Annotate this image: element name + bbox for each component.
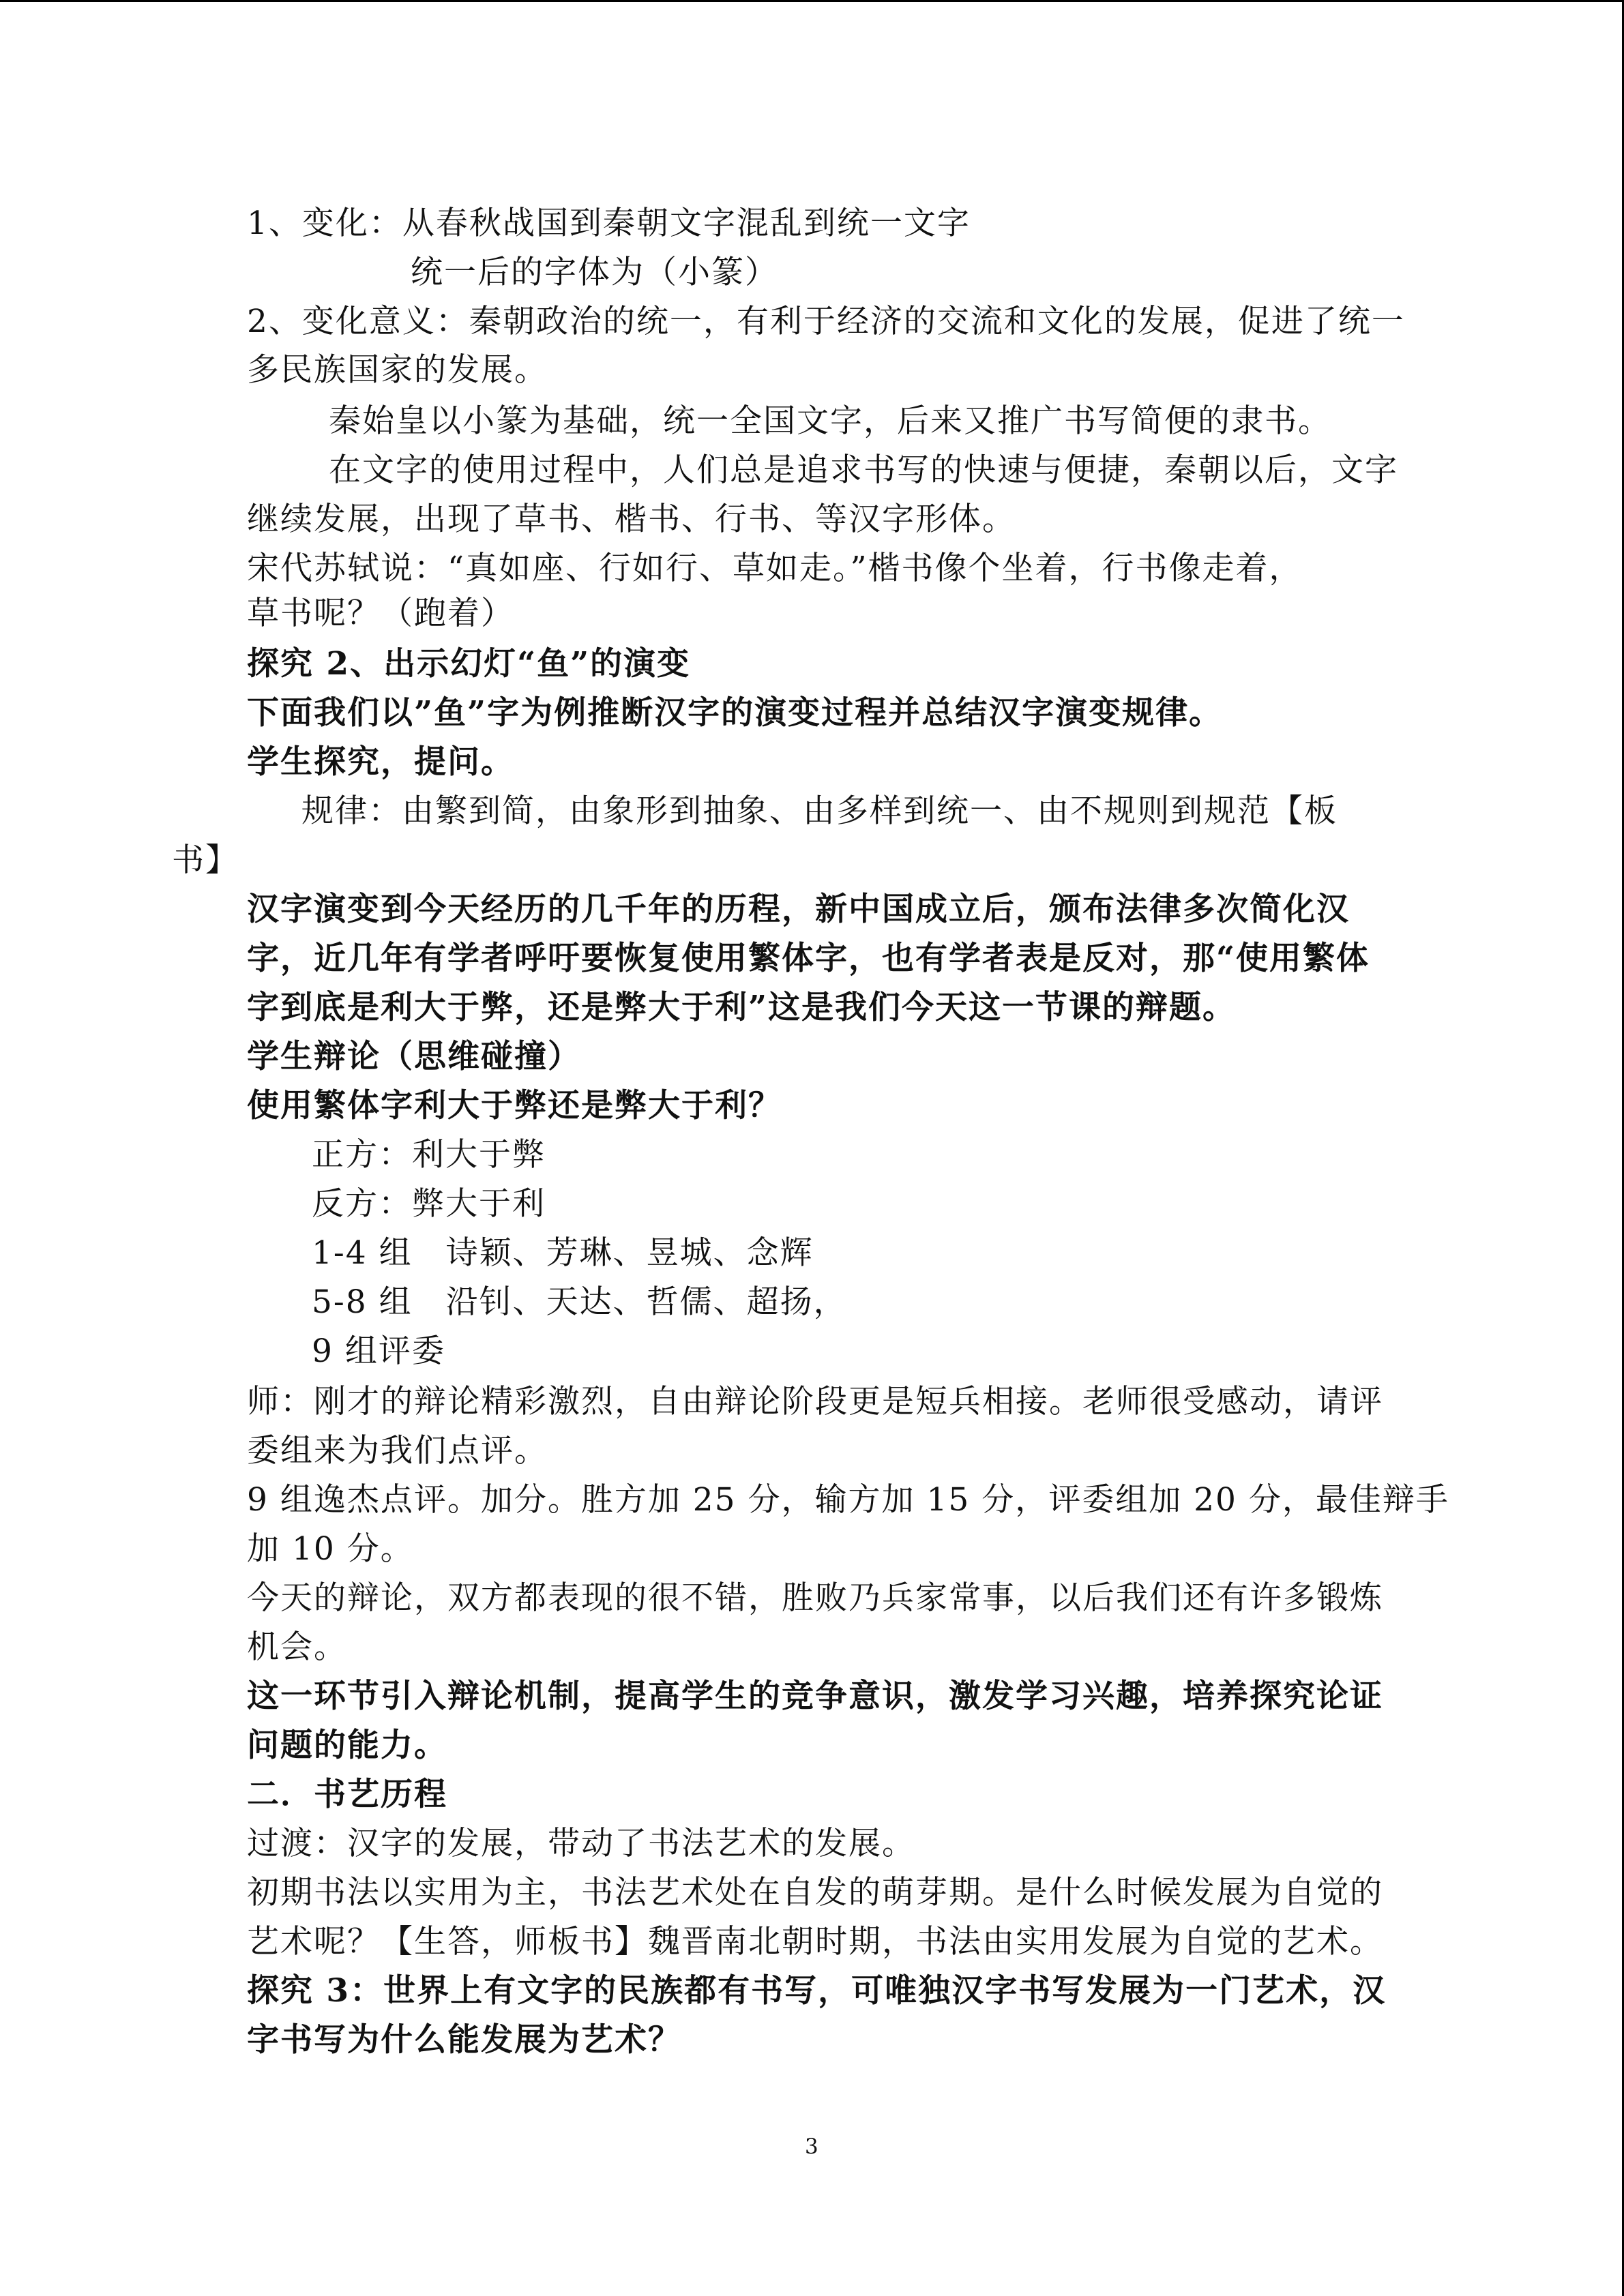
paragraph-line: 使用繁体字利大于弊还是弊大于利？ [247,1087,782,1124]
paragraph-line: 书】 [172,841,239,879]
page-top-border [0,0,1624,2]
section-heading: 二．书艺历程 [247,1776,447,1813]
paragraph-line: 1、变化：从春秋战国到秦朝文字混乱到统一文字 [247,205,971,242]
paragraph-line: 继续发展，出现了草书、楷书、行书、等汉字形体。 [247,501,1016,538]
paragraph-line: 在文字的使用过程中，人们总是追求书写的快速与便捷，秦朝以后，文字 [329,451,1398,489]
paragraph-line: 探究 3：世界上有文字的民族都有书写，可唯独汉字书写发展为一门艺术，汉 [247,1972,1387,2010]
paragraph-line: 字到底是利大于弊，还是弊大于利”这是我们今天这一节课的辩题。 [247,989,1237,1026]
paragraph-line: 9 组逸杰点评。加分。胜方加 25 分，输方加 15 分，评委组加 20 分，最佳辩手 [247,1481,1449,1519]
paragraph-line: 汉字演变到今天经历的几千年的历程，新中国成立后，颁布法律多次简化汉 [247,891,1350,928]
paragraph-line: 秦始皇以小篆为基础，统一全国文字，后来又推广书写简便的隶书。 [329,402,1331,440]
paragraph-line: 2、变化意义：秦朝政治的统一，有利于经济的交流和文化的发展，促进了统一 [247,303,1405,340]
paragraph-line: 草书呢？（跑着） [247,595,514,632]
paragraph-line: 统一后的字体为（小篆） [411,254,778,291]
paragraph-line: 今天的辩论，双方都表现的很不错，胜败乃兵家常事，以后我们还有许多锻炼 [247,1579,1383,1617]
paragraph-line: 问题的能力。 [247,1727,447,1764]
paragraph-line: 加 10 分。 [247,1530,414,1568]
paragraph-line: 学生探究，提问。 [247,743,514,781]
paragraph-line: 艺术呢？【生答，师板书】魏晋南北朝时期，书法由实用发展为自觉的艺术。 [247,1923,1383,1960]
list-item: 反方：弊大于利 [312,1185,546,1223]
list-item: 9 组评委 [312,1332,445,1370]
paragraph-line: 委组来为我们点评。 [247,1432,548,1470]
section-heading: 学生辩论（思维碰撞） [247,1038,581,1075]
paragraph-line: 这一环节引入辩论机制，提高学生的竞争意识，激发学习兴趣，培养探究论证 [247,1678,1383,1715]
paragraph-line: 初期书法以实用为主，书法艺术处在自发的萌芽期。是什么时候发展为自觉的 [247,1874,1383,1911]
paragraph-line: 机会。 [247,1628,347,1666]
paragraph-line: 师：刚才的辩论精彩激烈，自由辩论阶段更是短兵相接。老师很受感动，请评 [247,1383,1383,1420]
list-item: 5-8 组 沿钊、天达、哲儒、超扬， [312,1283,847,1321]
paragraph-line: 规律：由繁到简，由象形到抽象、由多样到统一、由不规则到规范【板 [301,792,1338,830]
list-item: 1-4 组 诗颖、芳琳、昱城、念辉 [312,1234,814,1272]
paragraph-line: 下面我们以”鱼”字为例推断汉字的演变过程并总结汉字演变规律。 [247,694,1223,732]
section-heading: 探究 2、出示幻灯“鱼”的演变 [247,645,691,683]
list-item: 正方：利大于弊 [312,1136,546,1174]
paragraph-line: 多民族国家的发展。 [247,351,548,389]
paragraph-line: 字书写为什么能发展为艺术？ [247,2021,681,2059]
page-number: 3 [805,2134,818,2159]
paragraph-line: 过渡：汉字的发展，带动了书法艺术的发展。 [247,1825,915,1862]
paragraph-line: 宋代苏轼说：“真如座、行如行、草如走。”楷书像个坐着，行书像走着， [247,550,1303,587]
paragraph-line: 字，近几年有学者呼吁要恢复使用繁体字，也有学者表是反对，那“使用繁体 [247,940,1370,977]
